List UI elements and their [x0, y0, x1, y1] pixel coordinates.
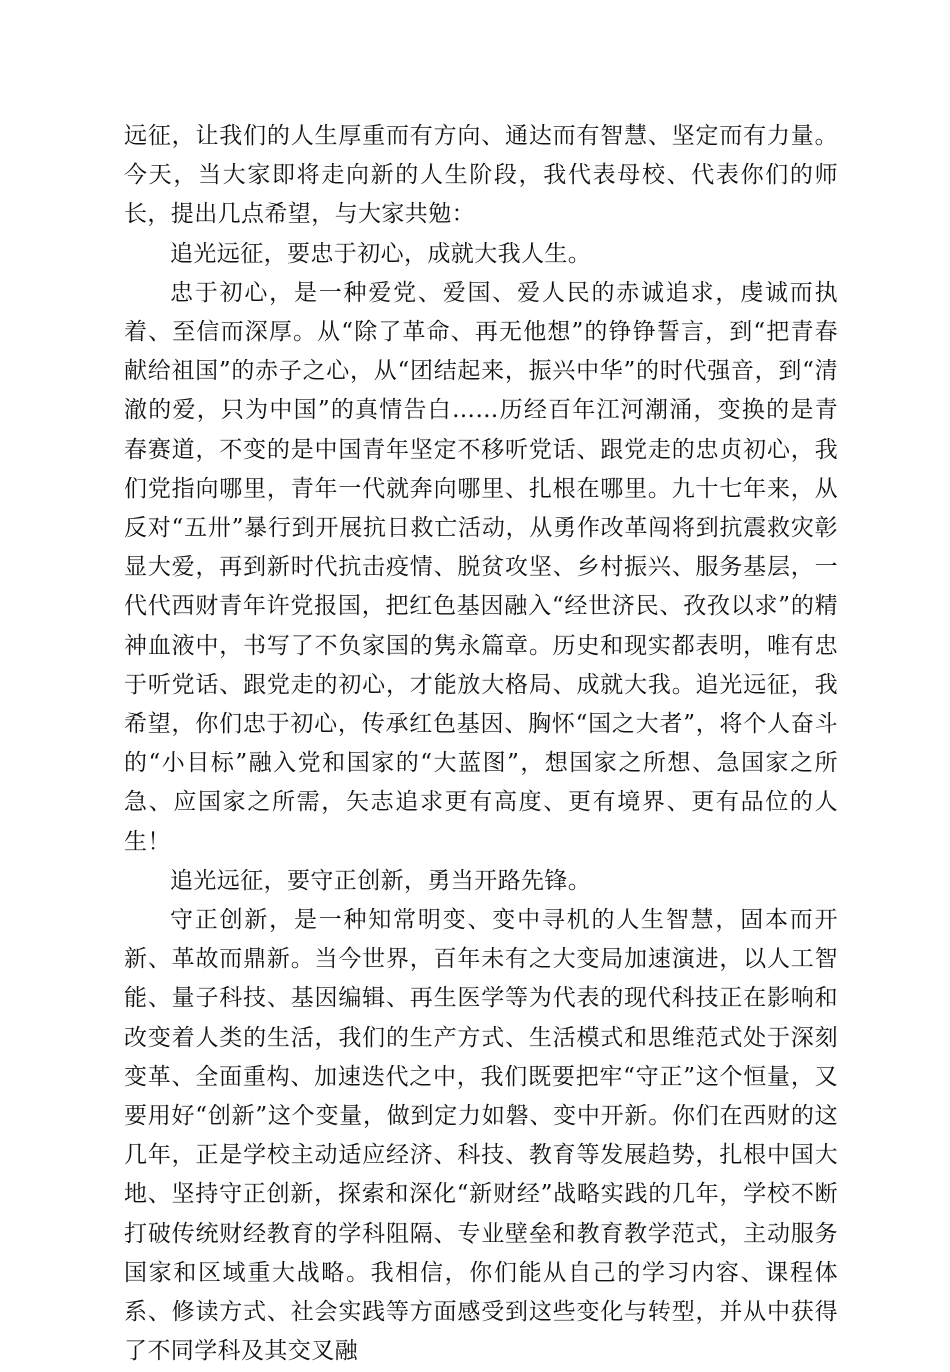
section-heading-loyalty: 追光远征，要忠于初心，成就大我人生。 [170, 240, 592, 267]
paragraph-loyalty: 忠于初心，是一种爱党、爱国、爱人民的赤诚追求，虔诚而执着、至信而深厚。从“除了革命、再无他想”的铮铮誓言，到“把青春献给祖国”的赤子之心，从“团结起来，振兴中华”的时代强音，到“清澈的爱，只为中国”的真情告白……历经百年江河潮涌，变换的是青春赛道，不变的是中国青年坚定不移听党话、跟党走的忠贞初心，我们党指向哪里，青年一代就奔向哪里、扎根在哪里。九十七年来，从反对“五卅”暴行到开展抗日救亡活动，从勇作改革闯将到抗震救灾彰显大爱，再到新时代抗击疫情、脱贫攻坚、乡村振兴、服务基层，一代代西财青年许党报国，把红色基因融入“经世济民、孜孜以求”的精神血液中，书写了不负家国的隽永篇章。历史和现实都表明，唯有忠于听党话、跟党走的初心，才能放大格局、成就大我。追光远征，我希望，你们忠于初心，传承红色基因、胸怀“国之大者”，将个人奋斗的“小目标”融入党和国家的“大蓝图”，想国家之所想、急国家之所急、应国家之所需，矢志追求更有高度、更有境界、更有品位的人生！ [124, 279, 838, 855]
paragraph-innovation: 守正创新，是一种知常明变、变中寻机的人生智慧，固本而开新、革故而鼎新。当今世界，百年未有之大变局加速演进，以人工智能、量子科技、基因编辑、再生医学等为代表的现代科技正在影响和改变着人类的生活，我们的生产方式、生活模式和思维范式处于深刻变革、全面重构、加速迭代之中，我们既要把牢“守正”这个恒量，又要用好“创新”这个变量，做到定力如磐、变中开新。你们在西财的这几年，正是学校主动适应经济、科技、教育等发展趋势，扎根中国大地、坚持守正创新，探索和深化“新财经”战略实践的几年，学校不断打破传统财经教育的学科阻隔、专业壁垒和教育教学范式，主动服务国家和区域重大战略。我相信，你们能从自己的学习内容、课程体系、修读方式、社会实践等方面感受到这些变化与转型，并从中获得了不同学科及其交叉融 [124, 907, 838, 1365]
document-body [124, 117, 838, 1372]
paragraph-continuation: 远征，让我们的人生厚重而有方向、通达而有智慧、坚定而有力量。今天，当大家即将走向新的人生阶段，我代表母校、代表你们的师长，提出几点希望，与大家共勉： [124, 123, 838, 228]
section-heading-innovation: 追光远征，要守正创新，勇当开路先锋。 [170, 867, 592, 894]
